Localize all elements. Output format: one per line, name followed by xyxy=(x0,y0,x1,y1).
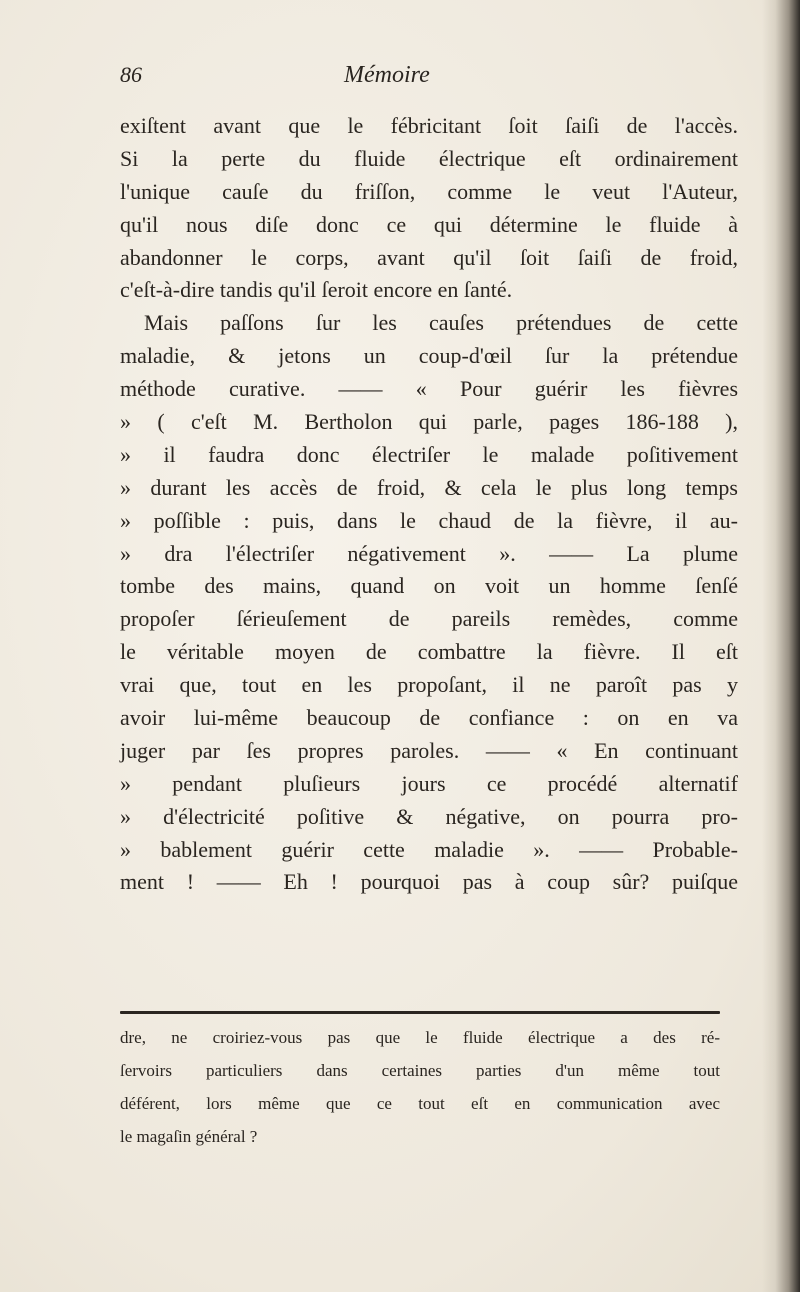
text-line: le véritable moyen de combattre la fièvre. Il eſt xyxy=(120,639,738,665)
page-number: 86 xyxy=(120,62,142,87)
book-spine-shadow xyxy=(762,0,800,1292)
text-line: maladie, & jetons un coup-d'œil ſur la prétendue xyxy=(120,343,738,369)
body-text xyxy=(120,110,738,899)
footnote-rule xyxy=(120,1011,720,1014)
text-line: » dra l'électriſer négativement ». —— La plume xyxy=(120,540,738,566)
text-line: » ( c'eſt M. Bertholon qui parle, pages 186-188 ), xyxy=(120,409,738,435)
text-line: ment ! —— Eh ! pourquoi pas à coup sûr? puiſque xyxy=(120,869,738,895)
text-line: avoir lui-même beaucoup de confiance : on en va xyxy=(120,705,738,731)
text-line: Si la perte du fluide électrique eſt ordinairement xyxy=(120,145,738,171)
text-line: méthode curative. —— « Pour guérir les fièvres xyxy=(120,376,738,402)
text-line: qu'il nous diſe donc ce qui détermine le fluide à xyxy=(120,211,738,237)
text-line: » bablement guérir cette maladie ». —— Probable- xyxy=(120,836,738,862)
footnote-line: ſervoirs particuliers dans certaines parties d'un même tout xyxy=(120,1060,720,1080)
running-title: Mémoire xyxy=(344,62,430,88)
text-line: c'eſt-à-dire tandis qu'il ſeroit encore en ſanté. xyxy=(120,277,513,303)
footnote-line: le magaſin général ? xyxy=(120,1126,258,1146)
text-line: » d'électricité poſitive & négative, on pourra pro- xyxy=(120,803,738,829)
page-header xyxy=(120,62,480,96)
text-line: » il faudra donc électriſer le malade poſitivement xyxy=(120,441,738,467)
text-line: abandonner le corps, avant qu'il ſoit ſaiſi de froid, xyxy=(120,244,738,270)
text-line: Mais paſſons ſur les cauſes prétendues de cette xyxy=(144,310,738,336)
footnote-line: déférent, lors même que ce tout eſt en communication avec xyxy=(120,1093,720,1113)
text-line: l'unique cauſe du friſſon, comme le veut l'Auteur, xyxy=(120,178,738,204)
footnote-line: dre, ne croiriez-vous pas que le fluide électrique a des ré- xyxy=(120,1028,720,1047)
footnote xyxy=(120,1024,720,1156)
text-line: » pendant pluſieurs jours ce procédé alternatif xyxy=(120,770,738,796)
text-line: juger par ſes propres paroles. —— « En continuant xyxy=(120,737,738,763)
text-line: » poſſible : puis, dans le chaud de la fièvre, il au- xyxy=(120,507,738,533)
text-line: exiſtent avant que le fébricitant ſoit ſaiſi de l'accès. xyxy=(120,113,738,138)
text-line: » durant les accès de froid, & cela le plus long temps xyxy=(120,474,738,500)
text-line: vrai que, tout en les propoſant, il ne paroît pas y xyxy=(120,672,738,698)
text-line: propoſer ſérieuſement de pareils remèdes, comme xyxy=(120,606,738,632)
text-line: tombe des mains, quand on voit un homme ſenſé xyxy=(120,573,738,599)
